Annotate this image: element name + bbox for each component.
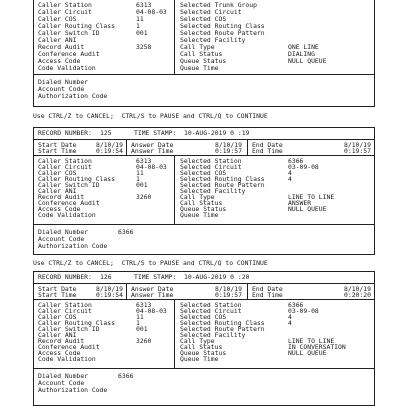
caller-switch-id-label: Caller Switch ID — [38, 325, 100, 333]
selected-station-label: Selected Station — [180, 157, 242, 165]
record-number-value: 126 — [100, 273, 112, 281]
code-validation-label: Code Validation — [38, 355, 96, 363]
time-stamp-label: TIME STAMP: — [134, 129, 177, 137]
column-divider — [174, 155, 175, 224]
start-time-label: Start Time — [38, 147, 77, 155]
code-validation-label: Code Validation — [38, 211, 96, 219]
selected-circuit-label: Selected Circuit — [180, 8, 242, 16]
end-time-value: 0:20:20 — [344, 291, 371, 299]
call-status-value: IN CONVERSATION — [288, 343, 346, 351]
end-date-label: End Date — [252, 285, 283, 293]
caller-circuit-value: 04-08-03 — [136, 8, 167, 16]
column-divider — [174, 299, 175, 368]
dialed-number-label: Dialed Number — [38, 228, 89, 236]
call-type-value: LINE TO LINE — [288, 337, 335, 345]
selected-station-value: 6366 — [288, 301, 304, 309]
record-audit-label: Record Audit — [38, 337, 85, 345]
access-code-label: Access Code — [38, 205, 81, 213]
column-divider — [126, 139, 127, 155]
end-date-label: End Date — [252, 141, 283, 149]
call-type-value: LINE TO LINE — [288, 193, 335, 201]
caller-station-value: 6313 — [136, 1, 152, 9]
caller-cos-label: Caller COS — [38, 15, 77, 23]
conference-audit-label: Conference Audit — [38, 50, 100, 58]
section-divider — [34, 299, 374, 300]
record-number-label: RECORD NUMBER: — [38, 273, 92, 281]
answer-time-label: Answer Time — [131, 147, 174, 155]
caller-circuit-label: Caller Circuit — [38, 307, 92, 315]
caller-ani-label: Caller ANI — [38, 331, 77, 339]
call-status-value: ANSWER — [288, 199, 312, 207]
selected-facility-label: Selected Facility — [180, 36, 246, 44]
start-date-label: Start Date — [38, 285, 77, 293]
caller-circuit-label: Caller Circuit — [38, 163, 92, 171]
record-audit-label: Record Audit — [38, 193, 85, 201]
start-time-value: 0:19:54 — [96, 147, 123, 155]
queue-status-label: Queue Status — [180, 349, 227, 357]
selected-routing-class-label: Selected Routing Class — [180, 319, 265, 327]
access-code-label: Access Code — [38, 349, 81, 357]
answer-date-value: 8/10/19 — [215, 141, 242, 149]
answer-date-value: 8/10/19 — [215, 285, 242, 293]
column-divider — [174, 0, 175, 74]
authorization-code-label: Authorization Code — [38, 242, 108, 250]
caller-switch-id-value: 001 — [136, 29, 148, 37]
queue-status-label: Queue Status — [180, 205, 227, 213]
caller-ani-label: Caller ANI — [38, 36, 77, 44]
account-code-label: Account Code — [38, 235, 85, 243]
queue-status-value: NULL QUEUE — [288, 57, 327, 65]
selected-circuit-value: 03-09-08 — [288, 163, 319, 171]
selected-cos-label: Selected COS — [180, 15, 227, 23]
section-divider — [34, 155, 374, 156]
caller-station-label: Caller Station — [38, 301, 92, 309]
selected-routing-class-label: Selected Routing Class — [180, 175, 265, 183]
caller-circuit-label: Caller Circuit — [38, 8, 92, 16]
section-divider — [34, 74, 374, 75]
queue-time-label: Queue Time — [180, 211, 219, 219]
conference-audit-label: Conference Audit — [38, 343, 100, 351]
section-divider — [34, 368, 374, 369]
record-audit-value: 3260 — [136, 193, 152, 201]
selected-routing-class-value: 4 — [288, 175, 292, 183]
answer-time-value: 0:19:57 — [215, 147, 242, 155]
column-divider — [247, 283, 248, 299]
queue-status-value: NULL QUEUE — [288, 349, 327, 357]
time-stamp-value: 10-AUG-2019 0 :20 — [184, 273, 250, 281]
caller-switch-id-label: Caller Switch ID — [38, 181, 100, 189]
queue-time-label: Queue Time — [180, 64, 219, 72]
selected-route-pattern-label: Selected Route Pattern — [180, 29, 265, 37]
selected-circuit-value: 03-09-08 — [288, 307, 319, 315]
caller-switch-id-label: Caller Switch ID — [38, 29, 100, 37]
caller-station-label: Caller Station — [38, 1, 92, 9]
end-time-value: 0:19:57 — [344, 147, 371, 155]
call-record-124 — [33, 0, 375, 107]
caller-switch-id-value: 001 — [136, 181, 148, 189]
dialed-number-value: 6366 — [118, 228, 134, 236]
answer-date-label: Answer Date — [131, 285, 174, 293]
caller-routing-class-label: Caller Routing Class — [38, 319, 115, 327]
start-time-value: 0:19:54 — [96, 291, 123, 299]
selected-routing-class-value: 4 — [288, 319, 292, 327]
account-code-label: Account Code — [38, 85, 85, 93]
caller-station-label: Caller Station — [38, 157, 92, 165]
record-header — [34, 128, 374, 140]
section-divider — [34, 224, 374, 225]
selected-route-pattern-label: Selected Route Pattern — [180, 181, 265, 189]
dialed-number-label: Dialed Number — [38, 78, 89, 86]
selected-trunk-group-label: Selected Trunk Group — [180, 1, 257, 9]
column-divider — [247, 139, 248, 155]
selected-circuit-label: Selected Circuit — [180, 307, 242, 315]
conference-audit-label: Conference Audit — [38, 199, 100, 207]
start-date-label: Start Date — [38, 141, 77, 149]
control-prompt: Use CTRL/Z to CANCEL; CTRL/S to PAUSE and CTRL/Q to CONTINUE — [33, 112, 268, 120]
record-header — [34, 272, 374, 284]
caller-ani-label: Caller ANI — [38, 187, 77, 195]
code-validation-label: Code Validation — [38, 64, 96, 72]
caller-station-value: 6313 — [136, 301, 152, 309]
start-date-value: 8/10/19 — [96, 141, 123, 149]
caller-switch-id-value: 001 — [136, 325, 148, 333]
call-status-label: Call Status — [180, 199, 223, 207]
selected-cos-label: Selected COS — [180, 313, 227, 321]
queue-status-label: Queue Status — [180, 57, 227, 65]
selected-station-label: Selected Station — [180, 301, 242, 309]
end-date-value: 8/10/19 — [344, 285, 371, 293]
caller-station-value: 6313 — [136, 157, 152, 165]
record-number-value: 125 — [100, 129, 112, 137]
caller-cos-value: 11 — [136, 313, 144, 321]
answer-date-label: Answer Date — [131, 141, 174, 149]
selected-cos-value: 4 — [288, 313, 292, 321]
selected-facility-label: Selected Facility — [180, 187, 246, 195]
access-code-label: Access Code — [38, 57, 81, 65]
control-prompt: Use CTRL/Z to CANCEL; CTRL/S to PAUSE and CTRL/Q to CONTINUE — [33, 259, 268, 267]
end-time-label: End Time — [252, 291, 283, 299]
call-status-value: DIALING — [288, 50, 315, 58]
answer-time-value: 0:19:57 — [215, 291, 242, 299]
call-type-value: ONE LINE — [288, 43, 319, 51]
call-status-label: Call Status — [180, 343, 223, 351]
caller-cos-value: 11 — [136, 169, 144, 177]
column-divider — [126, 283, 127, 299]
selected-cos-value: 4 — [288, 169, 292, 177]
caller-routing-class-value: 1 — [136, 175, 140, 183]
queue-time-label: Queue Time — [180, 355, 219, 363]
start-date-value: 8/10/19 — [96, 285, 123, 293]
call-record-126 — [33, 271, 375, 406]
record-audit-label: Record Audit — [38, 43, 85, 51]
caller-routing-class-value: 1 — [136, 22, 140, 30]
time-stamp-label: TIME STAMP: — [134, 273, 177, 281]
dialed-number-value: 6366 — [118, 372, 134, 380]
selected-cos-label: Selected COS — [180, 169, 227, 177]
record-audit-value: 3258 — [136, 43, 152, 51]
answer-time-label: Answer Time — [131, 291, 174, 299]
selected-route-pattern-label: Selected Route Pattern — [180, 325, 265, 333]
selected-circuit-label: Selected Circuit — [180, 163, 242, 171]
authorization-code-label: Authorization Code — [38, 92, 108, 100]
caller-routing-class-label: Caller Routing Class — [38, 22, 115, 30]
start-time-label: Start Time — [38, 291, 77, 299]
caller-routing-class-label: Caller Routing Class — [38, 175, 115, 183]
caller-routing-class-value: 1 — [136, 319, 140, 327]
end-date-value: 8/10/19 — [344, 141, 371, 149]
call-type-label: Call Type — [180, 337, 215, 345]
caller-circuit-value: 04-08-03 — [136, 307, 167, 315]
call-type-label: Call Type — [180, 43, 215, 51]
dialed-number-label: Dialed Number — [38, 372, 89, 380]
call-status-label: Call Status — [180, 50, 223, 58]
caller-cos-value: 11 — [136, 15, 144, 23]
time-stamp-value: 10-AUG-2019 0 :19 — [184, 129, 250, 137]
caller-cos-label: Caller COS — [38, 313, 77, 321]
account-code-label: Account Code — [38, 379, 85, 387]
selected-station-value: 6366 — [288, 157, 304, 165]
caller-cos-label: Caller COS — [38, 169, 77, 177]
caller-circuit-value: 04-08-03 — [136, 163, 167, 171]
record-number-label: RECORD NUMBER: — [38, 129, 92, 137]
authorization-code-label: Authorization Code — [38, 386, 108, 394]
end-time-label: End Time — [252, 147, 283, 155]
call-record-125 — [33, 127, 375, 255]
selected-routing-class-label: Selected Routing Class — [180, 22, 265, 30]
selected-facility-label: Selected Facility — [180, 331, 246, 339]
queue-status-value: NULL QUEUE — [288, 205, 327, 213]
record-audit-value: 3260 — [136, 337, 152, 345]
call-type-label: Call Type — [180, 193, 215, 201]
